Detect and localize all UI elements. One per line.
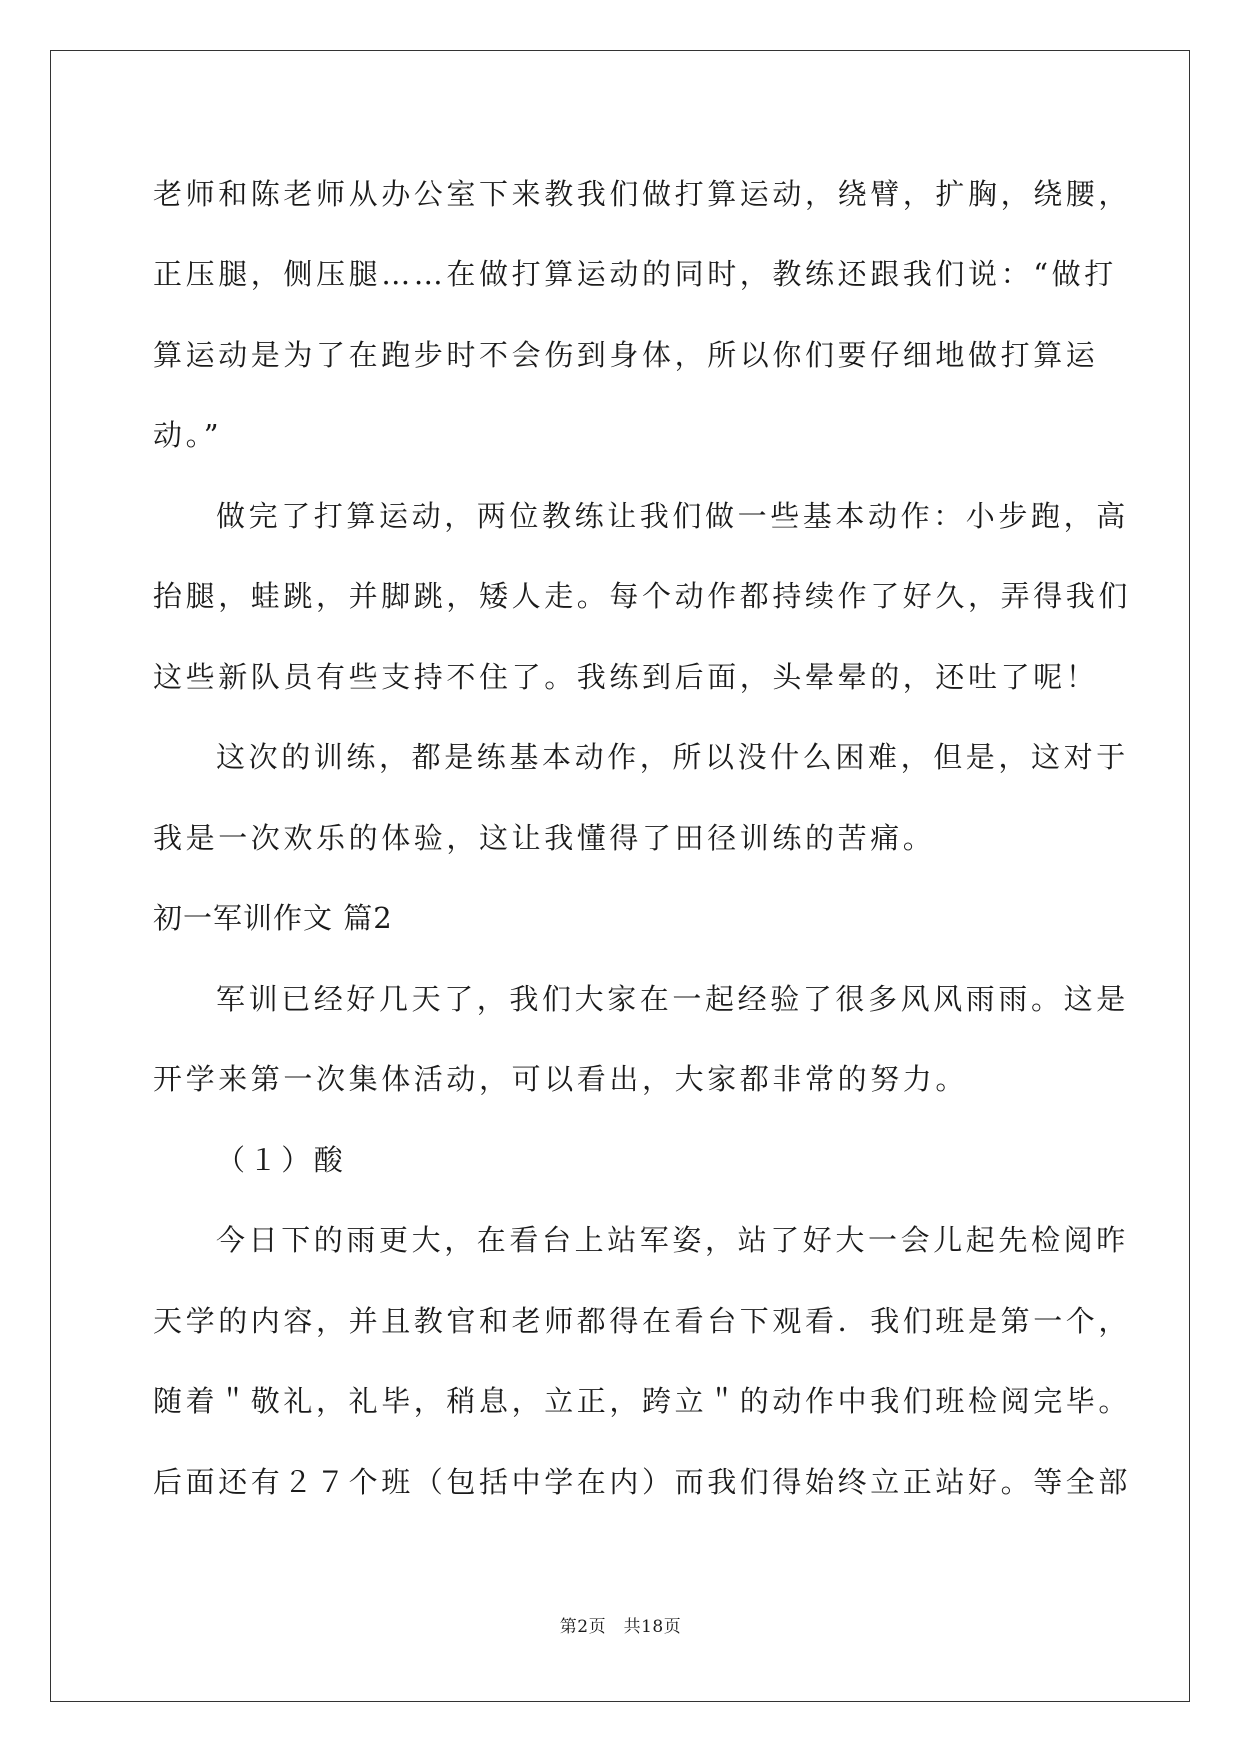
body-line-3: 算运动是为了在跑步时不会伤到身体，所以你们要仔细地做打算运 <box>153 338 1099 372</box>
body-line-9: 我是一次欢乐的体验，这让我懂得了田径训练的苦痛。 <box>153 821 936 855</box>
page-number-footer: 第2页 共18页 <box>559 1617 682 1637</box>
paragraph-start-line-5: 做完了打算运动，两位教练让我们做一些基本动作：小步跑，高 <box>216 499 1129 533</box>
paragraph-start-line-11: 军训已经好几天了，我们大家在一起经验了很多风风雨雨。这是 <box>216 982 1129 1016</box>
paragraph-start-line-8: 这次的训练，都是练基本动作，所以没什么困难，但是，这对于 <box>216 740 1129 774</box>
body-line-1: 老师和陈老师从办公室下来教我们做打算运动，绕臂，扩胸，绕腰， <box>153 177 1132 211</box>
body-line-6: 抬腿，蛙跳，并脚跳，矮人走。每个动作都持续作了好久，弄得我们 <box>153 579 1132 613</box>
paragraph-start-line-14: 今日下的雨更大，在看台上站军姿，站了好大一会儿起先检阅昨 <box>216 1223 1129 1257</box>
body-line-15: 天学的内容，并且教官和老师都得在看台下观看．我们班是第一个， <box>153 1304 1132 1338</box>
body-line-4: 动。” <box>153 418 223 452</box>
subheading-sour: （１）酸 <box>216 1143 347 1177</box>
page-frame <box>50 50 1190 1702</box>
section-heading: 初一军训作文 篇2 <box>153 901 393 935</box>
body-line-17: 后面还有２７个班（包括中学在内）而我们得始终立正站好。等全部 <box>153 1465 1132 1499</box>
body-line-2: 正压腿，侧压腿……在做打算运动的同时，教练还跟我们说：“做打 <box>153 257 1117 291</box>
body-line-16: 随着＂敬礼，礼毕，稍息，立正，跨立＂的动作中我们班检阅完毕。 <box>153 1384 1132 1418</box>
body-line-7: 这些新队员有些支持不住了。我练到后面，头晕晕的，还吐了呢！ <box>153 660 1099 694</box>
body-line-12: 开学来第一次集体活动，可以看出，大家都非常的努力。 <box>153 1062 969 1096</box>
